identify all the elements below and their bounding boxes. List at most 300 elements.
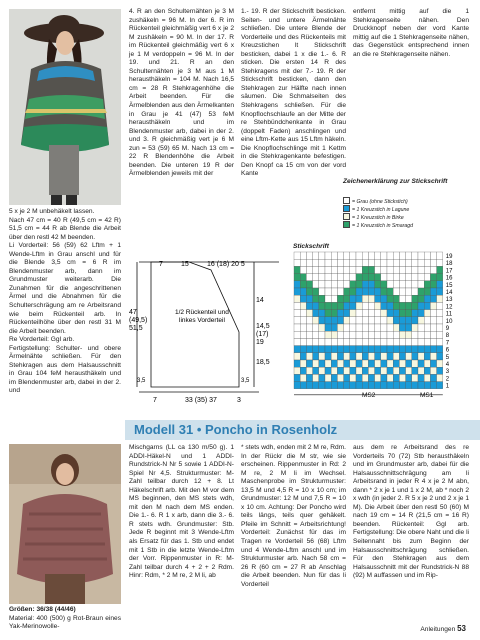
chart-cell xyxy=(306,353,312,360)
paragraph: 5 x je 2 M unbehäkelt lassen. xyxy=(9,208,95,215)
chart-cell xyxy=(387,353,393,360)
chart-cell xyxy=(356,288,362,295)
schematic-label: (49,5) xyxy=(129,317,148,324)
chart-cell xyxy=(412,259,418,266)
chart-cell xyxy=(331,281,337,288)
chart-cell xyxy=(387,295,393,302)
chart-cell xyxy=(325,259,331,266)
chart-cell xyxy=(368,302,374,309)
chart-cell xyxy=(381,259,387,266)
chart-cell xyxy=(393,302,399,309)
chart-cell xyxy=(356,324,362,331)
chart-cell xyxy=(437,288,443,295)
chart-cell xyxy=(306,338,312,345)
sizes-line: Größen: 36/38 (44/46) xyxy=(9,606,76,613)
chart-cell xyxy=(325,252,331,259)
text-column-1-top xyxy=(9,208,121,396)
chart-cell xyxy=(424,367,430,374)
chart-cell xyxy=(319,331,325,338)
legend-label: = Grau (ohne Stickstich) xyxy=(352,199,408,205)
chart-cell xyxy=(313,317,319,324)
chart-cell xyxy=(412,288,418,295)
chart-cell xyxy=(387,374,393,381)
chart-cell xyxy=(350,367,356,374)
chart-cell xyxy=(437,353,443,360)
chart-cell xyxy=(300,288,306,295)
chart-cell xyxy=(337,281,343,288)
chart-cell xyxy=(399,324,405,331)
chart-cell xyxy=(381,374,387,381)
chart-cell xyxy=(430,252,436,259)
chart-cell xyxy=(362,317,368,324)
chart-cell xyxy=(344,252,350,259)
chart-cell xyxy=(393,310,399,317)
chart-cell xyxy=(325,274,331,281)
chart-cell xyxy=(350,360,356,367)
chart-cell xyxy=(350,288,356,295)
model-photo-top xyxy=(9,9,121,205)
chart-row-number: 13 xyxy=(445,297,453,304)
chart-cell xyxy=(306,295,312,302)
chart-cell xyxy=(375,310,381,317)
chart-cell xyxy=(424,281,430,288)
chart-cell xyxy=(356,360,362,367)
chart-cell xyxy=(319,324,325,331)
chart-cell xyxy=(406,281,412,288)
chart-cell xyxy=(406,374,412,381)
chart-cell xyxy=(319,310,325,317)
chart-cell xyxy=(350,295,356,302)
chart-cell xyxy=(375,374,381,381)
chart-cell xyxy=(294,295,300,302)
chart-cell xyxy=(356,331,362,338)
chart-cell xyxy=(325,281,331,288)
legend-item-grau xyxy=(343,197,408,205)
chart-cell xyxy=(313,288,319,295)
chart-cell xyxy=(313,252,319,259)
chart-cell xyxy=(437,360,443,367)
chart-cell xyxy=(313,331,319,338)
chart-cell xyxy=(325,360,331,367)
chart-cell xyxy=(313,338,319,345)
chart-cell xyxy=(356,338,362,345)
paragraph: Mischgarns (LL ca 130 m/50 g). 1 ADDI-Häkel-N und 1 ADDI-Rundstrick-N Nr 5 sowie 1 ADDI-N-Spiel Nr 4,5. Strukturmuster: M-Zahl teilbar durch 12 + 8. Lt Häkelschrift arb. Mit den M vor dem MS beginnen, den MS stets wdh, mit den M nach dem MS enden. Die 1.- 6. R 1 x arb, dann die 3.- 6. R stets wdh. Grundmuster: Stb. Jede R beginnt mit 3 Wende-Lftm als Ersatz für das 1. Stb und endet mit 1 Stb in die letzte Wende-Lftm der Vorr. Rippenmuster in R: M-Zahl teilbar durch 4 + 2 + 2 Rdm. Hinr: Rdm, * 2 M re, 2 M li, ab xyxy=(129,444,234,580)
chart-cell xyxy=(319,295,325,302)
chart-cell xyxy=(313,367,319,374)
text-column-3-bottom xyxy=(241,444,346,589)
chart-cell xyxy=(313,324,319,331)
chart-cell xyxy=(313,346,319,353)
chart-cell xyxy=(356,317,362,324)
chart-cell xyxy=(356,382,362,389)
schematic-label: 7 xyxy=(159,261,163,268)
chart-cell xyxy=(306,331,312,338)
chart-cell xyxy=(437,324,443,331)
chart-cell xyxy=(344,331,350,338)
page-footer xyxy=(420,624,466,633)
chart-cell xyxy=(375,382,381,389)
chart-cell xyxy=(331,353,337,360)
chart-cell xyxy=(368,310,374,317)
chart-cell xyxy=(412,374,418,381)
chart-cell xyxy=(437,346,443,353)
chart-cell xyxy=(313,310,319,317)
chart-cell xyxy=(375,331,381,338)
chart-cell xyxy=(337,302,343,309)
chart-cell xyxy=(424,382,430,389)
chart-cell xyxy=(406,302,412,309)
chart-row-number: 8 xyxy=(445,333,450,340)
chart-cell xyxy=(412,360,418,367)
legend-item-birke xyxy=(343,213,404,221)
chart-cell xyxy=(319,281,325,288)
schematic-label: 3,5 xyxy=(241,378,250,384)
chart-cell xyxy=(337,367,343,374)
chart-cell xyxy=(412,302,418,309)
chart-cell xyxy=(294,324,300,331)
chart-cell xyxy=(430,338,436,345)
chart-cell xyxy=(313,281,319,288)
chart-cell xyxy=(337,353,343,360)
chart-cell xyxy=(381,331,387,338)
chart-cell xyxy=(325,346,331,353)
chart-cell xyxy=(412,295,418,302)
chart-cell xyxy=(406,259,412,266)
chart-cell xyxy=(331,295,337,302)
chart-cell xyxy=(406,382,412,389)
chart-cell xyxy=(344,367,350,374)
chart-cell xyxy=(387,288,393,295)
chart-cell xyxy=(362,288,368,295)
chart-cell xyxy=(306,346,312,353)
chart-cell xyxy=(430,288,436,295)
chart-cell xyxy=(399,367,405,374)
chart-cell xyxy=(344,295,350,302)
chart-cell xyxy=(356,353,362,360)
chart-cell xyxy=(300,360,306,367)
chart-row-number: 17 xyxy=(445,268,453,275)
chart-cell xyxy=(294,331,300,338)
chart-cell xyxy=(381,346,387,353)
chart-cell xyxy=(300,331,306,338)
chart-cell xyxy=(313,374,319,381)
chart-cell xyxy=(368,266,374,273)
chart-cell xyxy=(294,281,300,288)
chart-cell xyxy=(437,259,443,266)
chart-cell xyxy=(424,259,430,266)
chart-cell xyxy=(381,382,387,389)
chart-cell xyxy=(306,252,312,259)
chart-cell xyxy=(375,302,381,309)
chart-cell xyxy=(406,360,412,367)
chart-cell xyxy=(368,331,374,338)
model-photo-bottom-drawing xyxy=(9,444,121,604)
chart-cell xyxy=(362,266,368,273)
chart-row-number: 19 xyxy=(445,254,453,260)
chart-cell xyxy=(356,259,362,266)
chart-cell xyxy=(387,331,393,338)
chart-cell xyxy=(375,281,381,288)
chart-cell xyxy=(393,288,399,295)
model-photo-bottom xyxy=(9,444,121,604)
chart-cell xyxy=(418,295,424,302)
chart-cell xyxy=(362,331,368,338)
chart-cell xyxy=(430,346,436,353)
chart-row-number: 3 xyxy=(445,369,450,376)
text-column-4-top xyxy=(353,8,469,59)
schematic-label: 19 xyxy=(256,339,264,346)
chart-cell xyxy=(381,274,387,281)
chart-cell xyxy=(350,281,356,288)
chart-cell xyxy=(319,288,325,295)
chart-cell xyxy=(375,360,381,367)
chart-cell xyxy=(424,288,430,295)
chart-cell xyxy=(430,295,436,302)
chart-cell xyxy=(406,295,412,302)
chart-cell xyxy=(418,353,424,360)
chart-cell xyxy=(418,310,424,317)
chart-cell xyxy=(399,353,405,360)
chart-cell xyxy=(294,288,300,295)
legend-label: = 1 Kreuzstich in Smaragd xyxy=(352,223,413,229)
chart-cell xyxy=(368,259,374,266)
chart-cell xyxy=(375,266,381,273)
chart-cell xyxy=(430,324,436,331)
chart-cell xyxy=(306,259,312,266)
chart-cell xyxy=(399,259,405,266)
chart-cell xyxy=(368,295,374,302)
chart-row-number: 2 xyxy=(445,376,450,383)
chart-cell xyxy=(356,367,362,374)
chart-cell xyxy=(319,382,325,389)
chart-cell xyxy=(412,367,418,374)
chart-cell xyxy=(437,367,443,374)
chart-cell xyxy=(294,346,300,353)
chart-cell xyxy=(306,317,312,324)
chart-row-number: 16 xyxy=(445,275,453,282)
chart-cell xyxy=(424,324,430,331)
chart-cell xyxy=(319,274,325,281)
chart-cell xyxy=(412,353,418,360)
stitch-chart-title: Stickschrift xyxy=(293,243,329,250)
chart-row-number: 15 xyxy=(445,282,453,289)
chart-cell xyxy=(381,295,387,302)
legend-item-lagune xyxy=(343,205,409,213)
chart-cell xyxy=(406,324,412,331)
chart-cell xyxy=(325,288,331,295)
chart-cell xyxy=(362,374,368,381)
chart-cell xyxy=(300,252,306,259)
model-photo-top-drawing xyxy=(9,9,121,205)
chart-cell xyxy=(381,310,387,317)
chart-cell xyxy=(368,353,374,360)
chart-cell xyxy=(393,367,399,374)
chart-cell xyxy=(399,374,405,381)
chart-cell xyxy=(331,317,337,324)
chart-cell xyxy=(337,382,343,389)
chart-cell xyxy=(368,360,374,367)
chart-cell xyxy=(412,266,418,273)
schematic-label: 18,5 xyxy=(256,359,270,366)
chart-cell xyxy=(306,367,312,374)
chart-cell xyxy=(300,302,306,309)
chart-cell xyxy=(331,288,337,295)
chart-cell xyxy=(387,338,393,345)
chart-row-number: 6 xyxy=(445,347,450,354)
chart-cell xyxy=(406,288,412,295)
chart-cell xyxy=(325,317,331,324)
chart-cell xyxy=(418,382,424,389)
chart-cell xyxy=(437,274,443,281)
chart-cell xyxy=(418,367,424,374)
chart-cell xyxy=(344,346,350,353)
chart-cell xyxy=(424,317,430,324)
chart-cell xyxy=(437,252,443,259)
chart-cell xyxy=(344,302,350,309)
chart-cell xyxy=(399,288,405,295)
schematic-label: 3,5 xyxy=(137,378,146,384)
chart-cell xyxy=(368,346,374,353)
paragraph: Re Vorderteil: Ggl arb. xyxy=(9,336,75,344)
chart-cell xyxy=(306,288,312,295)
chart-cell xyxy=(375,346,381,353)
legend-item-smaragd xyxy=(343,221,413,229)
chart-cell xyxy=(387,324,393,331)
chart-row-number: 1 xyxy=(445,383,450,390)
chart-cell xyxy=(344,360,350,367)
chart-cell xyxy=(430,317,436,324)
paragraph: aus dem re Arbeitsrand des re Vorderteils 70 (72) Stb herausthäkeln und im Grundmuster arb, dabei für die Halsausschnittschrägung am li Arbeitsrand in jeder R 4 x je 2 M abn, dann * 2 x je 1 und 1 x 2 M, ab * noch 2 x wdh (in jeder 2. R 5 x je 2 und 2 x je 1 M). Die Arbeit über den restl 50 (60) M nach 19 cm = 14 R (21,5 cm = 16 R) beenden. Rückenteil: Ggl arb. Fertigstellung: Die obere Naht und die li Seitennaht bis zum Beginn der Halsausschnittschrägung schließen. Für den Stehkragen aus dem Halsausschnitt mit der Rundstrick-N 88 (92) M auffassen und im Rip- xyxy=(353,444,469,580)
chart-cell xyxy=(381,302,387,309)
chart-cell xyxy=(325,324,331,331)
chart-cell xyxy=(337,295,343,302)
chart-cell xyxy=(437,317,443,324)
schematic-label: 51,5 xyxy=(129,325,143,332)
chart-cell xyxy=(325,367,331,374)
chart-cell xyxy=(406,310,412,317)
chart-cell xyxy=(418,338,424,345)
chart-cell xyxy=(387,252,393,259)
chart-cell xyxy=(368,324,374,331)
schematic-label: 16 (18) 20 5 xyxy=(207,261,245,268)
chart-cell xyxy=(418,259,424,266)
chart-cell xyxy=(306,360,312,367)
chart-cell xyxy=(337,338,343,345)
chart-cell xyxy=(430,382,436,389)
chart-cell xyxy=(362,382,368,389)
chart-cell xyxy=(381,367,387,374)
chart-cell xyxy=(344,382,350,389)
chart-cell xyxy=(368,374,374,381)
chart-cell xyxy=(325,353,331,360)
chart-cell xyxy=(393,259,399,266)
swatch-lagune xyxy=(343,205,350,212)
text-column-1-bottom xyxy=(9,606,121,632)
chart-cell xyxy=(294,266,300,273)
chart-cell xyxy=(399,346,405,353)
legend-label: = 1 Kreuzstich in Birke xyxy=(352,215,404,221)
chart-cell xyxy=(387,310,393,317)
chart-cell xyxy=(399,382,405,389)
chart-cell xyxy=(430,274,436,281)
chart-cell xyxy=(375,317,381,324)
chart-cell xyxy=(424,353,430,360)
text-column-4-bottom xyxy=(353,444,469,581)
chart-cell xyxy=(430,353,436,360)
chart-cell xyxy=(319,367,325,374)
chart-cell xyxy=(325,382,331,389)
chart-row-number: 5 xyxy=(445,354,450,361)
chart-cell xyxy=(406,346,412,353)
swatch-grau xyxy=(343,197,350,204)
footer-label: Anleitungen xyxy=(420,626,456,633)
chart-row-number: 10 xyxy=(445,318,453,325)
chart-cell xyxy=(362,274,368,281)
chart-cell xyxy=(393,252,399,259)
chart-cell xyxy=(300,353,306,360)
chart-cell xyxy=(331,346,337,353)
chart-cell xyxy=(381,266,387,273)
chart-cell xyxy=(424,266,430,273)
chart-cell xyxy=(294,252,300,259)
chart-cell xyxy=(368,252,374,259)
chart-cell xyxy=(418,281,424,288)
chart-cell xyxy=(393,274,399,281)
chart-row-number: 9 xyxy=(445,326,450,332)
chart-cell xyxy=(300,317,306,324)
chart-cell xyxy=(362,324,368,331)
chart-cell xyxy=(344,281,350,288)
page-number: 53 xyxy=(457,624,466,633)
chart-cell xyxy=(313,302,319,309)
chart-cell xyxy=(381,353,387,360)
chart-cell xyxy=(424,310,430,317)
chart-cell xyxy=(337,346,343,353)
chart-cell xyxy=(406,338,412,345)
paragraph: 1.- 19. R der Stickschrift besticken. Seiten- und untere Ärmelnähte schließen. Die untere Blende der Vorderteile und des Rückenteils mit Kreuzstichen lt Stickschrift besticken, dabei 1 x die 1.- 6. R sticken. Die ersten 14 R des Stehkragens mit der 7.- 19. R der Stickschrift besticken, dann den Stehkragen zur Hälfte nach innen säumen. Die Schmalseiten des Stehkragens schließen. Für die Knopflochschlaufe an der Mitte der re Stehbündchenkante in Grau (doppelt Faden) anschlingen und eine Lftm-Kette aus 15 Lftm häkeln. Die Knopflochschlinge mit 1 Kettm in die Stehkragenkante befestigen. Den Knopf ca 15 cm von der vord Kante xyxy=(241,8,346,178)
schematic-label: 3 xyxy=(237,397,241,404)
chart-cell xyxy=(387,360,393,367)
chart-cell xyxy=(344,310,350,317)
chart-cell xyxy=(412,324,418,331)
paragraph: Fertigstellung: Schulter- und obere Ärmelnähte schließen. Für den Stehkragen aus dem Halsausschnitt in Grau 104 feM herausthäkeln und im Blendenmuster arb, dabei in der 2. und xyxy=(9,344,121,395)
stitch-chart xyxy=(292,250,472,410)
chart-cell xyxy=(294,367,300,374)
chart-cell xyxy=(362,295,368,302)
chart-cell xyxy=(375,295,381,302)
chart-cell xyxy=(418,317,424,324)
chart-cell xyxy=(387,317,393,324)
text-column-3-top xyxy=(241,8,346,179)
chart-cell xyxy=(424,274,430,281)
chart-cell xyxy=(294,310,300,317)
chart-cell xyxy=(300,259,306,266)
chart-cell xyxy=(331,259,337,266)
chart-cell xyxy=(437,331,443,338)
chart-cell xyxy=(356,281,362,288)
chart-cell xyxy=(393,374,399,381)
chart-cell xyxy=(362,302,368,309)
chart-cell xyxy=(393,353,399,360)
chart-cell xyxy=(294,338,300,345)
chart-cell xyxy=(306,274,312,281)
chart-cell xyxy=(294,360,300,367)
chart-cell xyxy=(399,274,405,281)
chart-cell xyxy=(399,331,405,338)
paragraph: Li Vorderteil: 56 (59) 62 Lftm + 1 Wende-Lftm in Grau anschl und für die Blende 3,5 cm = 6 R im Blendenmuster arb, dann im Grundmuster weiterarb. Die Zunahmen für die angeschrittenen Ärmel und die Abnahmen für die Schulterschrägung am re Arbeitsrand wie beim Rückenteil arb. In Rückenteilhöhe über den restl 31 M die Arbeit beenden. xyxy=(9,242,121,335)
chart-cell xyxy=(362,252,368,259)
chart-row-number: 18 xyxy=(445,261,453,268)
